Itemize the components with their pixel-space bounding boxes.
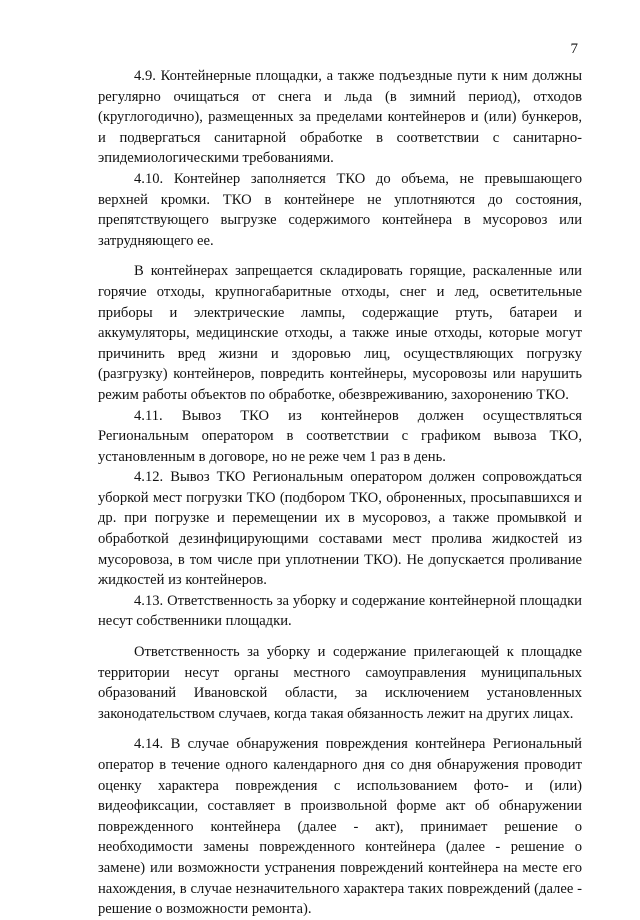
paragraph-4-14: 4.14. В случае обнаружения повреждения контейнера Региональный оператор в течение одного календарного дня со дня обнаружения проводит оценку характера повреждения с использованием фото- и (или) видеофиксации, составляет в произвольной форме акт об обнаружении поврежденного контейнера (далее - акт), принимает решение о необходимости замены поврежденного контейнера (далее - решение о замене) или возможности устранения повреждений контейнера на месте его нахождения, в случае незначительного характера таких повреждений (далее - решение о возможности ремонта). — [98, 736, 582, 918]
paragraph-adjacent-territory: Ответственность за уборку и содержание прилегающей к площадке территории несут органы местного самоуправления муниципальных образований Ивановской области, за исключением установленных законодательством случаев, когда такая обязанность лежит на других лицах. — [98, 644, 582, 722]
paragraph-4-9: 4.9. Контейнерные площадки, а также подъездные пути к ним должны регулярно очищаться от снега и льда (в зимний период), отходов (круглогодично), размещенных за пределами контейнеров и (или) бункеров, и подвергаться санитарной обработке в соответствии с санитарно-эпидемиологическими требованиями. — [98, 68, 582, 167]
paragraph-4-11: 4.11. Вывоз ТКО из контейнеров должен осуществляться Региональным оператором в соответствии с графиком вывоза ТКО, установленным в договоре, но не реже чем 1 раз в день. — [98, 407, 582, 465]
paragraph-4-10: 4.10. Контейнер заполняется ТКО до объема, не превышающего верхней кромки. ТКО в контейнере не уплотняются до состояния, препятствующего выгрузке содержимого контейнера в мусоровоз или затрудняющего ее. — [98, 170, 582, 249]
page-number: 7 — [570, 41, 578, 57]
paragraph-prohibited-items: В контейнерах запрещается складировать горящие, раскаленные или горячие отходы, крупногабаритные отходы, снег и лед, осветительные приборы и электрические лампы, содержащие ртуть, батареи и аккумуляторы, медицинские отходы, а также иные отходы, которые могут причинить вред жизни и здоровью лиц, осуществляющих погрузку (разгрузку) контейнеров, повредить контейнеры, мусоровозы или нарушить режим работы объектов по обработке, обезвреживанию, захоронению ТКО. — [98, 263, 582, 403]
document-body — [98, 66, 582, 920]
paragraph-4-12: 4.12. Вывоз ТКО Региональным оператором должен сопровождаться уборкой мест погрузки ТКО (подбором ТКО, оброненных, просыпавшихся и др. при погрузке и перемещении их в мусоровоз, а также промывкой и обработкой дезинфицирующими составами мест пролива жидкостей из мусоровоза, в том числе при уплотнении ТКО). Не допускается проливание жидкостей из контейнеров. — [98, 469, 582, 589]
paragraph-4-13: 4.13. Ответственность за уборку и содержание контейнерной площадки несут собственники площадки. — [98, 592, 582, 630]
